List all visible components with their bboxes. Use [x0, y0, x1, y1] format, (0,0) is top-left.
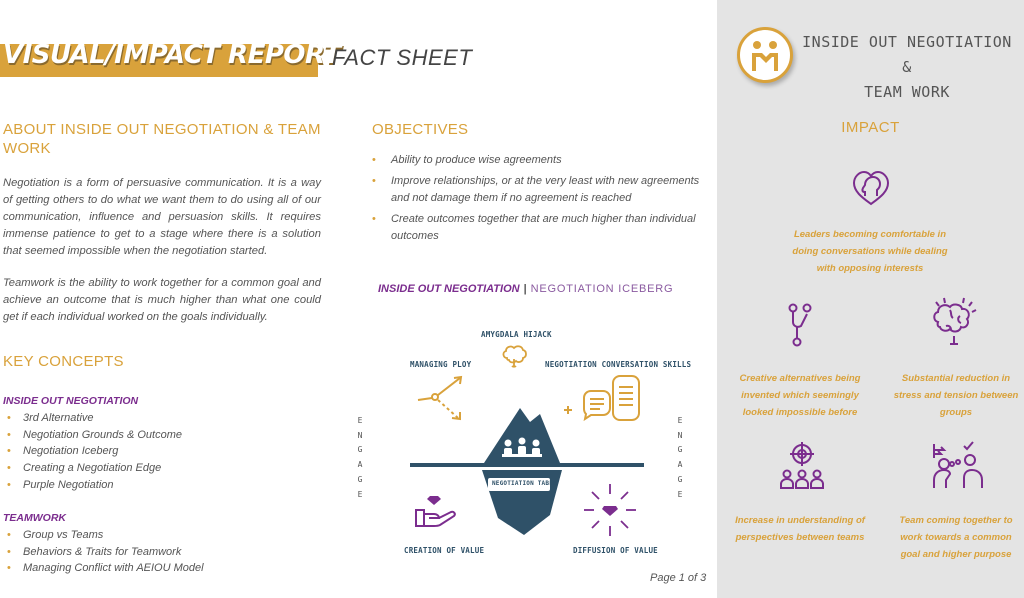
- skills-label: NEGOTIATION CONVERSATION SKILLS: [545, 360, 692, 369]
- list-item: • Improve relationships, or at the very least with new agreements and not damage them if no agreement is reached: [372, 173, 702, 207]
- stressed-brain-icon: [928, 296, 980, 348]
- conversation-icon: [564, 376, 639, 420]
- list-item: • Create outcomes together that are much higher than individual outcomes: [372, 211, 702, 245]
- impact-team: Team coming together to work towards a common goal and higher purpose: [899, 515, 1013, 560]
- hand-icon: [416, 510, 455, 526]
- concepts-negotiation-list: [3, 410, 182, 494]
- engage-left: E N G A G E: [357, 416, 363, 499]
- logo: [737, 27, 793, 83]
- list-item: • Negotiation Grounds & Outcome: [3, 427, 182, 444]
- handshake-icon: [748, 39, 782, 73]
- list-item: • Negotiation Iceberg: [3, 443, 182, 460]
- diamond-icon: [602, 506, 618, 516]
- waterline: [410, 463, 644, 467]
- team-goal-icon: [930, 440, 984, 490]
- impact-creative: Creative alternatives being invented which seemingly looked impossible before: [739, 373, 861, 418]
- impact-perspectives: Increase in understanding of perspectives between teams: [735, 515, 865, 543]
- list-item: • Group vs Teams: [3, 527, 204, 544]
- creation-label: CREATION OF VALUE: [404, 546, 485, 555]
- ploy-icon: [418, 377, 461, 419]
- concepts-negotiation-title: INSIDE OUT NEGOTIATION: [3, 395, 139, 407]
- objectives-list: [372, 152, 702, 249]
- list-item: • Purple Negotiation: [3, 477, 182, 494]
- list-item: • Managing Conflict with AEIOU Model: [3, 560, 204, 577]
- target-team-icon: [779, 442, 825, 490]
- table-label: NEGOTIATION TABLE: [492, 480, 557, 487]
- heart-icon: [427, 496, 441, 505]
- list-item: • Behaviors & Traits for Teamwork: [3, 544, 204, 561]
- key-concepts-heading: KEY CONCEPTS: [3, 353, 124, 370]
- concepts-teamwork-title: TEAMWORK: [3, 512, 66, 524]
- report-subtitle: FACT SHEET: [332, 45, 473, 70]
- page-number: Page 1 of 3: [650, 572, 707, 584]
- engage-right: E N G A G E: [677, 416, 683, 499]
- head-heart-icon: [850, 166, 892, 208]
- impact-leaders: Leaders becoming comfortable in doing conversations while dealing with opposing interests: [792, 229, 948, 274]
- branch-icon: [785, 302, 815, 348]
- impact-heading: IMPACT: [841, 119, 900, 136]
- list-item: • Ability to produce wise agreements: [372, 152, 702, 169]
- program-title: INSIDE OUT NEGOTIATION & TEAM WORK: [802, 33, 1012, 101]
- iceberg-title: INSIDE OUT NEGOTIATION | NEGOTIATION ICEBERG: [378, 283, 674, 295]
- impact-stress: Substantial reduction in stress and tension between groups: [893, 373, 1019, 418]
- ploy-label: MANAGING PLOY: [410, 360, 472, 369]
- objectives-heading: OBJECTIVES: [372, 121, 469, 138]
- report-title: VISUAL/IMPACT REPORT: [3, 40, 341, 70]
- about-heading: ABOUT INSIDE OUT NEGOTIATION & TEAM WORK: [3, 121, 321, 157]
- list-item: • 3rd Alternative: [3, 410, 182, 427]
- amygdala-label: AMYGDALA HIJACK: [481, 330, 552, 339]
- list-item: • Creating a Negotiation Edge: [3, 460, 182, 477]
- brain-icon: [503, 346, 526, 367]
- diffusion-label: DIFFUSION OF VALUE: [573, 546, 658, 555]
- about-paragraph-negotiation: Negotiation is a form of persuasive communication. It is a way of getting others to do what we want them to do using all of our communication, influence and persuasion skills. It requires immense patience to get to a stage where there is a solution that seemed impossible when the negotiation started.: [3, 177, 321, 257]
- concepts-teamwork-list: [3, 527, 204, 577]
- about-paragraph-teamwork: Teamwork is the ability to work together for a common goal and achieve an outcome that is much higher than what one could get if each individual worked on the goals individually.: [3, 277, 321, 323]
